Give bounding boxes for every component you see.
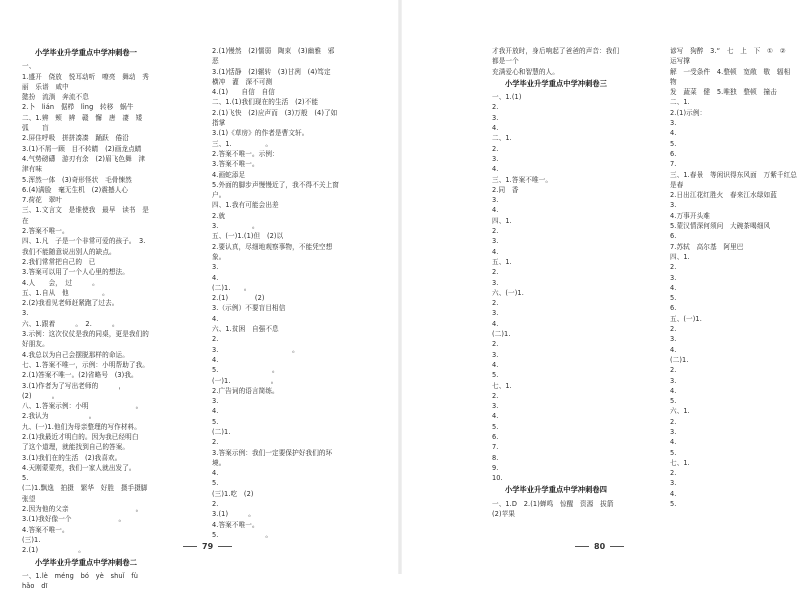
answer-line: 3.(1) 。 (212, 510, 272, 519)
answer-line: 3.(1)恬静 (2)辗转 (3)甘冽 (4)笃定 (212, 67, 338, 76)
answer-line: 4. (670, 489, 704, 498)
answer-line: 4. (212, 355, 273, 364)
answer-line: 三、1.答案不唯一。 (492, 175, 553, 184)
answer-line: 3. (492, 350, 539, 359)
answer-line: 3. (212, 263, 259, 272)
answer-line: 六、1.跟着 。 2. 。 (22, 319, 119, 328)
answer-line: 4.天刚蒙蒙亮，我们一家人就出发了。 (22, 463, 136, 472)
answer-line: 2. (492, 340, 553, 349)
answer-line: 才我开放时，身后响起了爸爸的声音：我们都是一个 (492, 47, 620, 66)
answer-line: 了这个道理，就能找到自己的答案。 (22, 443, 130, 452)
answer-line: 4. (492, 360, 546, 369)
answer-line: 3. (670, 273, 717, 282)
answer-line: 3.(1)不屑一顾 目不转睛 (2)画龙点睛 (22, 144, 149, 153)
answer-line: 发 蔬菜 健 5.唯独 整顿 撞击 (670, 88, 777, 97)
answer-line: 5.外面的脚步声慢慢近了，我不得不关上窗户。 (212, 180, 339, 200)
answer-line: 3. (670, 479, 704, 488)
answer-line: 4. (670, 283, 717, 292)
answer-line: 3. (22, 309, 96, 318)
answer-line: 4.我总以为自己会摆脱那样的命运。 (22, 350, 129, 359)
answer-line: 4.万事开头难 (670, 211, 717, 220)
answer-line: (一)1. 。 (212, 376, 278, 385)
answer-line: 8. (492, 453, 519, 462)
answer-line: 5. (492, 371, 526, 380)
section-title: 小学毕业升学重点中学冲刺卷三 (504, 78, 608, 88)
answer-line: 2. (670, 417, 717, 426)
right-page (400, 0, 800, 574)
answer-line: 一、1.D 2.(1)蝉鸣 惊醒 资源 拔箭 (2)苹果 (492, 499, 621, 519)
answer-line: 2. (492, 103, 573, 112)
answer-line: 八、1.答案示例：小明 。 (22, 402, 143, 411)
answer-line: 9. (492, 463, 519, 472)
answer-line: 3. (212, 397, 286, 406)
answer-line: 6. (670, 149, 710, 158)
answer-line: 5. 。 (212, 366, 279, 375)
answer-line: 六、1. (670, 407, 731, 416)
answer-line: 4.气势磅礴 游刃有余 (2)眉飞色舞 津津有味 (22, 154, 146, 174)
answer-line: 3. (670, 376, 731, 385)
answer-line: 2. (670, 469, 717, 478)
answer-line: 2. (492, 299, 553, 308)
answer-line: 2. (670, 263, 731, 272)
section-title: 小学毕业升学重点中学冲刺卷二 (34, 557, 138, 567)
answer-line: 5. 。 (212, 530, 273, 539)
answer-line: 一、1.lè méng bó yè shuǐ fù hǎo dī (22, 571, 145, 591)
answer-line: 二、1.(1)我们现在的生活 (2)不能 (212, 98, 339, 107)
answer-line: 3. 。 (212, 345, 299, 354)
answer-line: 2.因为他的父亲 。 (22, 505, 143, 514)
answer-line: 3.答案可以用了一个人心里的想法。 (22, 268, 129, 277)
answer-line: 2.同 香 (492, 185, 546, 194)
right-page-column-2 (670, 46, 798, 538)
answer-line: 2.(2)我看见老师赶紧跑了过去。 (22, 299, 119, 308)
answer-line: 4.(1) 自信 自信 (212, 88, 282, 97)
answer-line: 2.(1)我最近才明白的。因为我已经明白 (22, 432, 139, 441)
answer-line: 3.(1)《草房》的作者是曹文轩。 (212, 129, 309, 138)
answer-line: 四、1.凡 子是一个非常可爱的孩子。 3.我们不能随意说出别人的缺点。 (22, 237, 146, 256)
answer-line: 5. (492, 422, 539, 431)
answer-line: 3.(1)我们在的生活 (2)我喜欢。 (22, 453, 122, 462)
answer-line: 4. (670, 386, 710, 395)
answer-line: 6.(4)满脸 毫无生机 (2)震撼人心 (22, 185, 129, 194)
answer-line: 3.（示例）不要盲目相信 (212, 304, 306, 313)
answer-line: (二)1.飘逸 拍摄 繁华 好胜 摄手摄脚 张望 (22, 484, 155, 503)
answer-line: 5. (670, 139, 717, 148)
answer-line: 7. (670, 160, 704, 169)
answer-line: 5. (670, 448, 710, 457)
answer-line: 3. (670, 427, 737, 436)
answer-line: 4. (492, 412, 532, 421)
answer-line: 一、 (22, 62, 36, 71)
answer-line: 10. (492, 474, 537, 483)
answer-line: 2.卜 lián 倨栉 lìng 转移 蜗牛 (22, 103, 141, 112)
answer-line: 4. (670, 438, 717, 447)
answer-line: 7. (492, 443, 526, 452)
left-page-column-1 (22, 46, 155, 591)
answer-line: 6. (492, 432, 526, 441)
answer-line: 2.答案不唯一。示例： (212, 149, 296, 158)
answer-line: 三、1.春景 等闲识得东风面 万紫千红总是春 (670, 170, 797, 189)
answer-line: 3. (670, 201, 704, 210)
answer-line: 3. (492, 309, 546, 318)
answer-line: 4. (492, 247, 566, 256)
answer-line: 五、(一)1. (670, 314, 743, 323)
answer-line: 3. (492, 154, 532, 163)
answer-line: 2. (212, 438, 279, 447)
answer-line: 4. (212, 314, 239, 323)
answer-line: 2. (492, 144, 566, 153)
answer-line: 充满爱心和智慧的人。 (492, 67, 559, 76)
answer-line: 5. (670, 294, 710, 303)
answer-line: 2. (670, 366, 731, 375)
answer-line: 五、1. (492, 257, 553, 266)
answer-line: 四、1.我有可能会出差 (212, 201, 299, 210)
answer-line: 7.苏轼 高尔基 阿里巴 (670, 242, 744, 251)
answer-line: 3. (492, 113, 559, 122)
answer-line: (三)1. (22, 535, 101, 544)
answer-line: 2.(1)答案不唯一。(2)省略号 (3)我。 (22, 371, 138, 380)
answer-line: (2) 。 (22, 391, 59, 400)
answer-line: 懿扮 流淌 奔流不息 (22, 93, 96, 102)
answer-line: 2.(1) 。 (22, 546, 85, 555)
left-page-column-2 (212, 46, 340, 538)
answer-line: 2.广告词的语言简练。 (212, 386, 279, 395)
answer-line: 4.答案不唯一。 (22, 525, 69, 534)
answer-line: 2.(1)示例： (670, 108, 750, 117)
answer-line: 4.画蛇添足 (212, 170, 252, 179)
answer-line: 3. (492, 237, 539, 246)
answer-line: 3. (492, 402, 539, 411)
answer-line: 2. (492, 268, 559, 277)
answer-line: (三)1.吃 (2) (212, 489, 281, 498)
answer-line: 3.示例：这次仪仗是我的同桌，更是我们的好朋友。 (22, 330, 149, 349)
answer-line: 六、(一)1. (492, 288, 565, 297)
page-number-left-text: 79 (202, 542, 214, 551)
answer-line: 2.我们常常把自己的 已 (22, 257, 96, 266)
answer-line: 2.(1)慢然 (2)懦弱 陶束 (3)幽雅 邪恶 (212, 47, 335, 66)
answer-line: 3. (492, 278, 532, 287)
answer-line: 5. (670, 397, 717, 406)
answer-line: 七、1. (670, 458, 717, 467)
answer-line: 2. (670, 325, 731, 334)
answer-line: 七、1.答案不唯一，示例：小明帮助了我。 (22, 360, 149, 369)
answer-line: 2.我认为 。 (22, 412, 96, 421)
answer-line: 一、1.(1) (492, 93, 576, 102)
answer-line: 5. (670, 500, 710, 509)
answer-line: 2. (492, 391, 553, 400)
answer-line: 4. (212, 469, 273, 478)
answer-line: 三、1. 。 (212, 139, 276, 148)
answer-line: 3. (492, 196, 553, 205)
page-number-right-text: 80 (594, 542, 606, 551)
answer-line: 4. (212, 273, 279, 282)
answer-line: 3.答案示例：我们一定要保护好我们的环境。 (212, 448, 333, 467)
answer-line: 4.答案不唯一。 (212, 520, 259, 529)
answer-line: 5. (22, 474, 103, 483)
answer-line: 3.(1)我好像一个 。 (22, 515, 126, 524)
answer-line: 4. (492, 124, 559, 133)
answer-line: 2.屏住呼吸 拼拼凑凑 踊跃 倦沿 (22, 134, 136, 143)
answer-line: 4. (670, 345, 710, 354)
answer-line: 5. (212, 479, 246, 488)
answer-line: (二)1. (670, 355, 729, 364)
answer-line: 谚写 狗醉 3.“ 七 上 下 ① ② 运写撑 (670, 47, 793, 66)
page-number-right (570, 542, 629, 551)
answer-line: 2.要认真，尽细地观察事物，不能凭空想象。 (212, 242, 333, 261)
answer-line: (二)1. (492, 330, 544, 339)
answer-line: 3. (670, 119, 724, 128)
answer-line: 二、1. (492, 134, 559, 143)
answer-line: 6. (670, 232, 704, 241)
answer-line: 二、1.辨 颊 辨 赣 懈 唐 凄 矮 弧 盲 (22, 113, 149, 133)
answer-line: 2.(1)飞快 (2)应声而 (3)万般 (4)了如指掌 (212, 108, 338, 128)
answer-line: 2. (492, 227, 532, 236)
answer-line: 九、(一)1.他们为母亲整理的写作材料。 (22, 422, 141, 431)
answer-line: 2.(1) (2) (212, 294, 285, 303)
answer-line: 4.人 会， 过 。 (22, 278, 99, 287)
answer-line: 五、(一)1.(1)但 (2)以 (212, 232, 290, 241)
answer-line: 解 一受条件 4.整顿 宽敞 敬 辐相 物 (670, 67, 797, 86)
answer-line: 二、1. (670, 98, 744, 107)
section-title: 小学毕业升学重点中学冲刺卷四 (504, 485, 608, 495)
answer-line: 3. (670, 335, 724, 344)
answer-line: 4. (670, 129, 704, 138)
answer-line: 四、1. (492, 216, 566, 225)
answer-line: 2.日出江花红胜火 春来江水绿如蓝 (670, 191, 777, 200)
answer-line: 3. 。 (212, 222, 259, 231)
answer-line: 七、1. (492, 381, 559, 390)
section-title: 小学毕业升学重点中学冲刺卷一 (34, 48, 138, 57)
answer-line: 5.蒙汉情深何须问 大碗茶喝细风 (670, 222, 771, 231)
answer-line: 六、1.贫困 自强不息 (212, 325, 279, 334)
answer-line: 7.荷花 翠叶 (22, 196, 69, 205)
answer-line: 4. (212, 407, 273, 416)
answer-line: 2.答案不唯一。 (22, 227, 69, 236)
answer-line: (二)1. 。 (212, 283, 255, 292)
answer-line: 3.答案不唯一。 (212, 160, 259, 169)
answer-line: 横冲 灌 深不可测 (212, 77, 293, 86)
answer-line: 3.(1)作者为了写出老师的 ， (22, 381, 126, 390)
answer-line: (二)1. (212, 427, 278, 436)
answer-line: 2.就 (212, 211, 286, 220)
answer-line: 5.浑然一体 (3)奇形怪状 毛骨悚然 (22, 175, 139, 184)
answer-line: 5. (212, 417, 232, 426)
answer-line: 四、1. (670, 252, 737, 261)
page-number-left (178, 542, 237, 551)
answer-line: 4. (492, 206, 532, 215)
answer-line: 2. (212, 335, 232, 344)
answer-line: 6. (670, 304, 731, 313)
answer-line: 1.盛开 侥放 悦耳动听 嘹亮 舞动 秀丽 乐谱 咸中 (22, 72, 149, 91)
answer-line: 三、1.文言文 是谁使我 最早 读书 是在 (22, 206, 149, 225)
answer-line: 2. (212, 500, 232, 509)
answer-line: 五、1.自从 他 。 (22, 288, 109, 297)
answer-line: 4. (492, 165, 559, 174)
right-page-column-1 (492, 46, 620, 538)
answer-line: 4. (492, 319, 526, 328)
